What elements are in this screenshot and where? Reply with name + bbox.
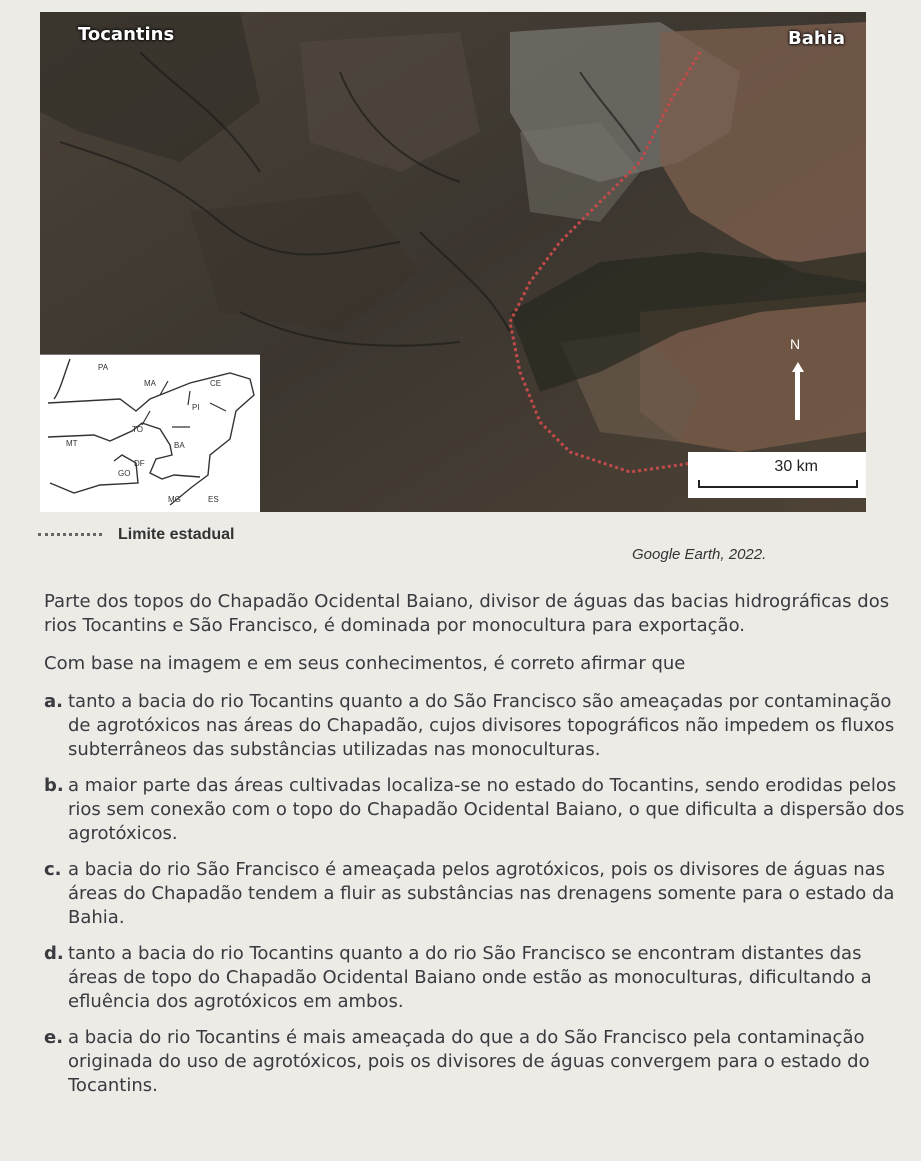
option-a	[44, 690, 916, 762]
option-text: tanto a bacia do rio Tocantins quanto a do rio São Francisco se encontram distantes das áreas de topo do Chapadão Ocidental Baiano onde estão as monoculturas, dificultando a efluência dos agrotóxicos em ambos.	[68, 943, 872, 1012]
legend	[38, 526, 234, 544]
inset-label-mg: MG	[168, 495, 181, 504]
option-c	[44, 858, 916, 930]
option-b	[44, 774, 916, 846]
inset-label-ba: BA	[174, 441, 185, 450]
inset-label-ma: MA	[144, 379, 156, 388]
option-letter: e.	[44, 1027, 64, 1048]
label-bahia: Bahia	[788, 28, 845, 49]
option-text: a bacia do rio Tocantins é mais ameaçada do que a do São Francisco pela contaminação originada do uso de agrotóxicos, pois os divisores de águas convergem para o estado do Tocantins.	[68, 1027, 870, 1096]
option-text: a bacia do rio São Francisco é ameaçada pelos agrotóxicos, pois os divisores de águas nas áreas do Chapadão tendem a fluir as substâncias nas drenagens somente para o estado da Bahia.	[68, 859, 895, 928]
dashed-line-icon	[38, 533, 102, 536]
legend-label: Limite estadual	[118, 526, 235, 543]
option-text: a maior parte das áreas cultivadas localiza-se no estado do Tocantins, sendo erodidas pelos rios sem conexão com o topo do Chapadão Ocidental Baiano, o que dificulta a dispersão dos agrotóxicos.	[68, 775, 905, 844]
inset-label-es: ES	[208, 495, 219, 504]
inset-label-ce: CE	[210, 379, 222, 388]
question-prompt: Com base na imagem e em seus conhecimentos, é correto afirmar que	[44, 653, 686, 674]
option-e	[44, 1026, 916, 1098]
option-letter: d.	[44, 943, 64, 964]
north-label: N	[790, 336, 801, 352]
scale-bar	[688, 452, 866, 498]
option-letter: a.	[44, 691, 63, 712]
option-letter: c.	[44, 859, 62, 880]
north-arrow	[778, 336, 818, 426]
option-text: tanto a bacia do rio Tocantins quanto a do São Francisco são ameaçadas por contaminação de agrotóxicos nas áreas do Chapadão, cujos divisores topográficos não impedem os fluxos subterrâneos das substâncias utilizadas nas monoculturas.	[68, 691, 895, 760]
locator-inset-map	[40, 354, 260, 512]
inset-label-pi: PI	[192, 403, 200, 412]
scale-label: 30 km	[774, 458, 818, 475]
satellite-image	[40, 12, 866, 512]
label-tocantins: Tocantins	[78, 24, 175, 45]
intro-paragraph: Parte dos topos do Chapadão Ocidental Baiano, divisor de águas das bacias hidrográficas dos rios Tocantins e São Francisco, é dominada por monocultura para exportação.	[44, 591, 890, 636]
inset-label-go: GO	[118, 469, 131, 478]
inset-label-to: TO	[132, 425, 143, 434]
option-d	[44, 942, 916, 1014]
inset-label-pa: PA	[98, 363, 109, 372]
inset-label-df: DF	[134, 459, 145, 468]
question-text	[44, 590, 916, 1110]
inset-label-mt: MT	[66, 439, 78, 448]
image-source: Google Earth, 2022.	[632, 546, 767, 563]
option-letter: b.	[44, 775, 64, 796]
